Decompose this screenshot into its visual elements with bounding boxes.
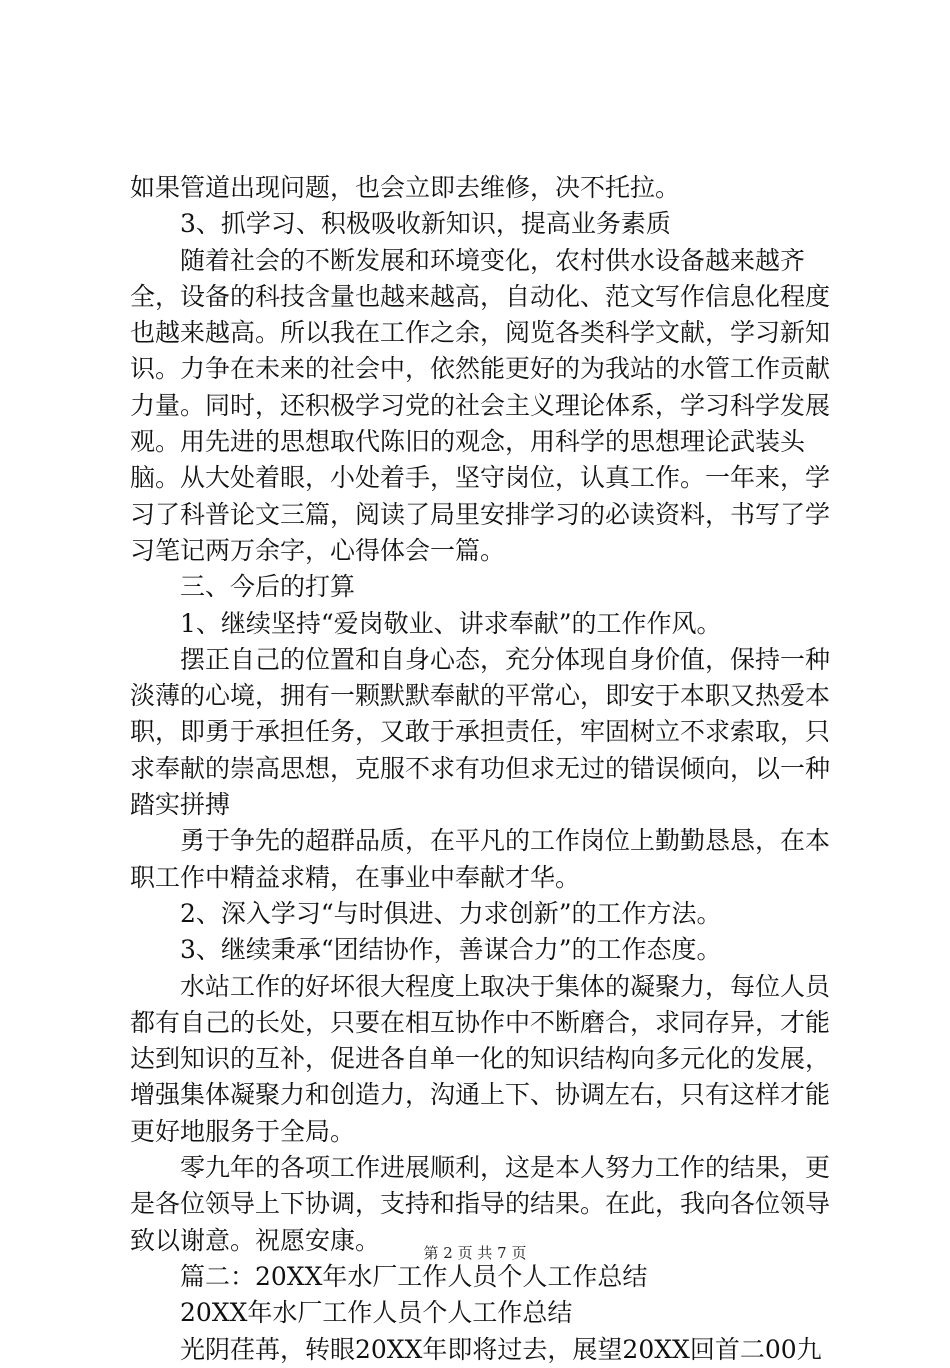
paragraph: 零九年的各项工作进展顺利，这是本人努力工作的结果，更是各位领导上下协调，支持和指导的结果。在此，我向各位领导致以谢意。祝愿安康。 bbox=[130, 1153, 831, 1255]
paragraph: 三、今后的打算 bbox=[180, 572, 356, 602]
page-footer: 第 2 页 共 7 页 bbox=[423, 1244, 527, 1262]
paragraph: 20XX年水厂工作人员个人工作总结 bbox=[180, 1298, 573, 1328]
paragraph: 1、继续坚持“爱岗敬业、讲求奉献”的工作作风。 bbox=[180, 608, 722, 638]
paragraph: 随着社会的不断发展和环境变化，农村供水设备越来越齐全，设备的科技含量也越来越高，自动化、范文写作信息化程度也越来越高。所以我在工作之余，阅览各类科学文献，学习新知识。力争在未来的社会中，依然能更好的为我站的水管工作贡献力量。同时，还积极学习党的社会主义理论体系，学习科学发展观。用先进的思想取代陈旧的观念，用科学的思想理论武装头脑。从大处着眼，小处着手，坚守岗位，认真工作。一年来，学习了科普论文三篇，阅读了局里安排学习的必读资料，书写了学习笔记两万余字，心得体会一篇。 bbox=[130, 245, 831, 565]
paragraph: 2、深入学习“与时俱进、力求创新”的工作方法。 bbox=[180, 898, 722, 928]
paragraph: 勇于争先的超群品质，在平凡的工作岗位上勤勤恳恳，在本职工作中精益求精，在事业中奉献才华。 bbox=[130, 826, 831, 892]
document-body bbox=[130, 170, 830, 1368]
paragraph: 篇二：20XX年水厂工作人员个人工作总结 bbox=[180, 1261, 648, 1291]
paragraph: 光阴荏苒，转眼20XX年即将过去，展望20XX回首二00九 bbox=[180, 1334, 822, 1364]
paragraph: 3、继续秉承“团结协作，善谋合力”的工作态度。 bbox=[180, 935, 722, 965]
paragraph: 摆正自己的位置和自身心态，充分体现自身价值，保持一种淡薄的心境，拥有一颗默默奉献的平常心，即安于本职又热爱本职，即勇于承担任务，又敢于承担责任，牢固树立不求索取，只求奉献的崇高思想，克服不求有功但求无过的错误倾向，以一种踏实拼搏 bbox=[130, 644, 831, 820]
paragraph: 水站工作的好坏很大程度上取决于集体的凝聚力，每位人员都有自己的长处，只要在相互协作中不断磨合，求同存异，才能达到知识的互补，促进各自单一化的知识结构向多元化的发展，增强集体凝聚力和创造力，沟通上下、协调左右，只有这样才能更好地服务于全局。 bbox=[130, 971, 831, 1146]
paragraph: 3、抓学习、积极吸收新知识，提高业务素质 bbox=[180, 209, 671, 239]
paragraph: 如果管道出现问题，也会立即去维修，决不托拉。 bbox=[130, 173, 681, 202]
